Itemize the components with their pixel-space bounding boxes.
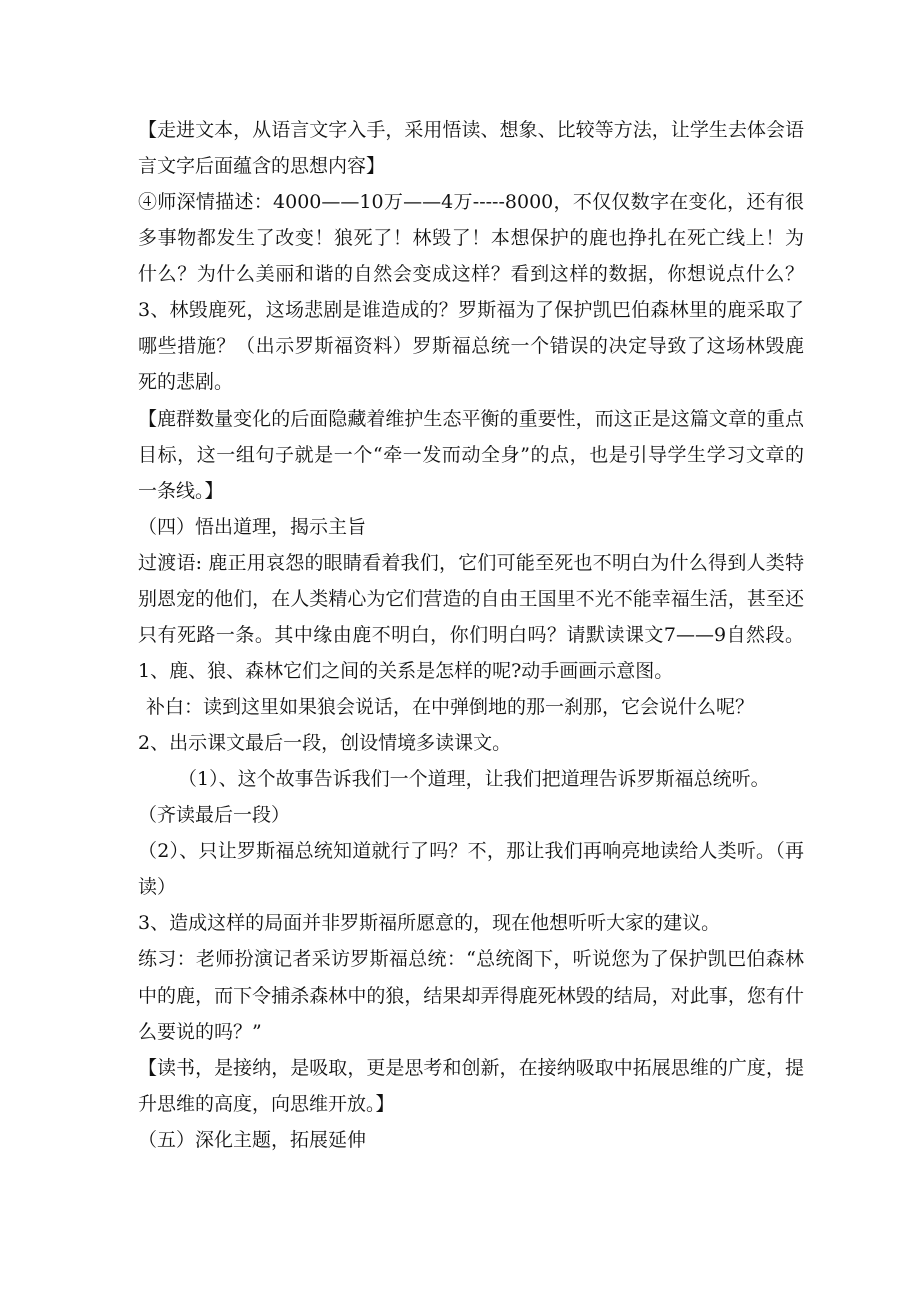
paragraph-text: 么要说的吗？” (138, 1020, 262, 1043)
paragraph-text: 只有死路一条。其中缘由鹿不明白，你们明白吗？请默读课文7——9自然段。 (138, 623, 804, 646)
annotation-text: 一条线。】 (138, 479, 224, 502)
paragraph-text: 死的悲剧。 (138, 371, 234, 394)
section-heading: （四）悟出道理，揭示主旨 (138, 515, 367, 538)
paragraph-text: 3、造成这样的局面并非罗斯福所愿意的，现在他想听听大家的建议。 (138, 912, 721, 935)
paragraph-text: 过渡语: 鹿正用哀怨的眼睛看着我们，它们可能至死也不明白为什么得到人类特 (138, 551, 804, 574)
paragraph-text: （1）、这个故事告诉我们一个道理，让我们把道理告诉罗斯福总统听。 (178, 768, 770, 791)
paragraph-text: 哪些措施？（出示罗斯福资料）罗斯福总统一个错误的决定导致了这场林毁鹿 (138, 335, 804, 358)
paragraph-text: 什么？为什么美丽和谐的自然会变成这样？看到这样的数据，你想说点什么？ (138, 263, 804, 286)
paragraph-text: （齐读最后一段） (138, 804, 291, 827)
paragraph-text: 3、林毁鹿死，这场悲剧是谁造成的？罗斯福为了保护凯巴伯森林里的鹿采取了 (138, 299, 804, 322)
paragraph-text: 1、鹿、狼、森林它们之间的关系是怎样的呢?动手画画示意图。 (138, 659, 674, 682)
paragraph-text: 别恩宠的他们，在人类精心为它们营造的自由王国里不光不能幸福生活，甚至还 (138, 587, 804, 610)
paragraph-text: 读） (138, 876, 177, 899)
paragraph-text: 中的鹿，而下令捕杀森林中的狼，结果却弄得鹿死林毁的结局，对此事，您有什 (138, 984, 804, 1007)
annotation-text: 【读书，是接纳，是吸取，更是思考和创新，在接纳吸取中拓展思维的广度，提 (138, 1056, 804, 1079)
annotation-text: 【鹿群数量变化的后面隐藏着维护生态平衡的重要性，而这正是这篇文章的重点 (138, 407, 804, 430)
section-heading: （五）深化主题，拓展延伸 (138, 1128, 367, 1151)
paragraph-text: 2、出示课文最后一段，创设情境多读课文。 (138, 732, 512, 755)
paragraph-text: （2）、只让罗斯福总统知道就行了吗？不，那让我们再响亮地读给人类听。（再 (138, 840, 804, 863)
paragraph-text: 补白：读到这里如果狼会说话，在中弹倒地的那一刹那，它会说什么呢？ (146, 696, 755, 718)
document-body (138, 112, 804, 1158)
annotation-text: 言文字后面蕴含的思想内容】 (138, 155, 386, 178)
annotation-text: 【走进文本，从语言文字入手，采用悟读、想象、比较等方法，让学生去体会语 (138, 119, 804, 141)
paragraph-text: 练习：老师扮演记者采访罗斯福总统：“总统阁下，听说您为了保护凯巴伯森林 (138, 948, 804, 971)
paragraph-text: ④师深情描述：4000——10万——4万-----8000，不仅仅数字在变化，还有很 (138, 191, 804, 214)
annotation-text: 目标，这一组句子就是一个“牵一发而动全身”的点，也是引导学生学习文章的 (138, 443, 804, 466)
paragraph-text: 多事物都发生了改变！狼死了！林毁了！本想保护的鹿也挣扎在死亡线上！为 (138, 227, 804, 250)
annotation-text: 升思维的高度，向思维开放。】 (138, 1092, 395, 1115)
